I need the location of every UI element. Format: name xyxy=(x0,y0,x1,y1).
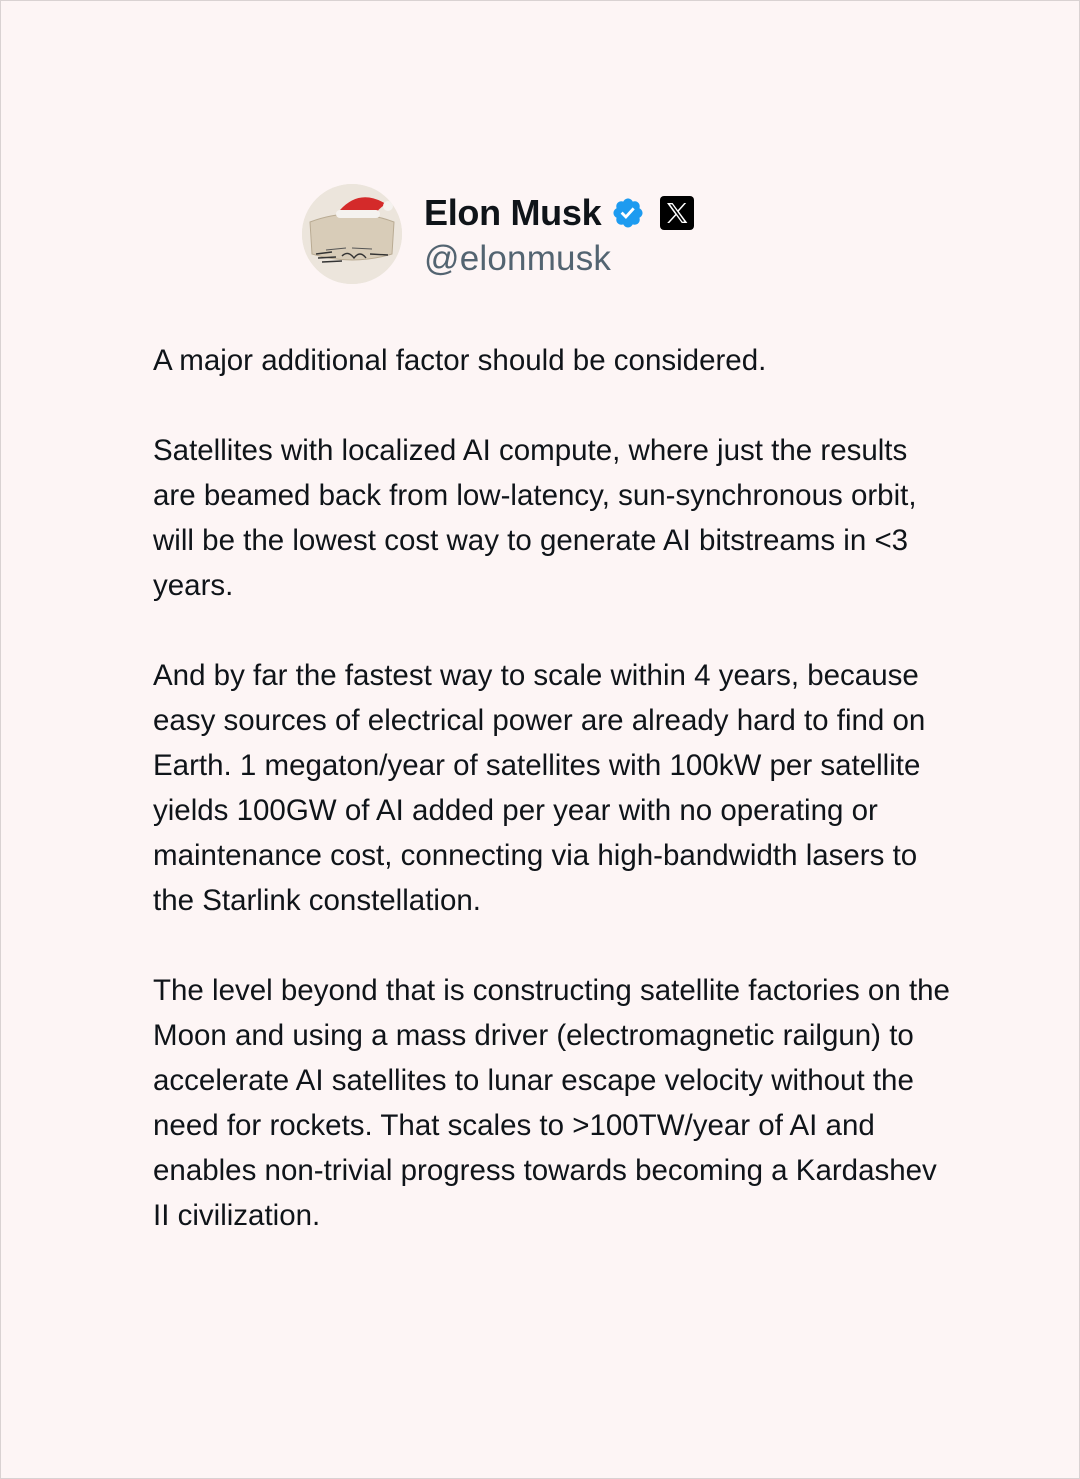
user-handle[interactable]: @elonmusk xyxy=(424,239,612,278)
verified-badge-icon xyxy=(611,196,645,230)
name-row xyxy=(424,189,695,237)
author-info xyxy=(424,189,695,279)
post-paragraph: And by far the fastest way to scale within 4 years, because easy sources of electrical power are already hard to find on Earth. 1 megaton/year of satellites with 100kW per satellite yields 100GW of AI added per year with no operating or maintenance cost, connecting via high-bandwidth lasers to the Starlink constellation. xyxy=(153,659,926,917)
post-paragraph: A major additional factor should be considered. xyxy=(153,344,767,377)
post-paragraph: Satellites with localized AI compute, where just the results are beamed back from low-latency, sun-synchronous orbit, will be the lowest cost way to generate AI bitstreams in <3 years. xyxy=(153,434,917,602)
x-logo-icon[interactable] xyxy=(659,195,695,231)
display-name[interactable]: Elon Musk xyxy=(424,192,602,233)
avatar[interactable] xyxy=(302,184,402,284)
avatar-santa-hat-icon xyxy=(302,184,402,284)
post-header xyxy=(302,184,695,284)
post-text xyxy=(153,338,953,1238)
post-paragraph: The level beyond that is constructing satellite factories on the Moon and using a mass driver (electromagnetic railgun) to accelerate AI satellites to lunar escape velocity without the need for rockets. That scales to >100TW/year of AI and enables non-trivial progress towards becoming a Kardashev II civilization. xyxy=(153,974,950,1232)
